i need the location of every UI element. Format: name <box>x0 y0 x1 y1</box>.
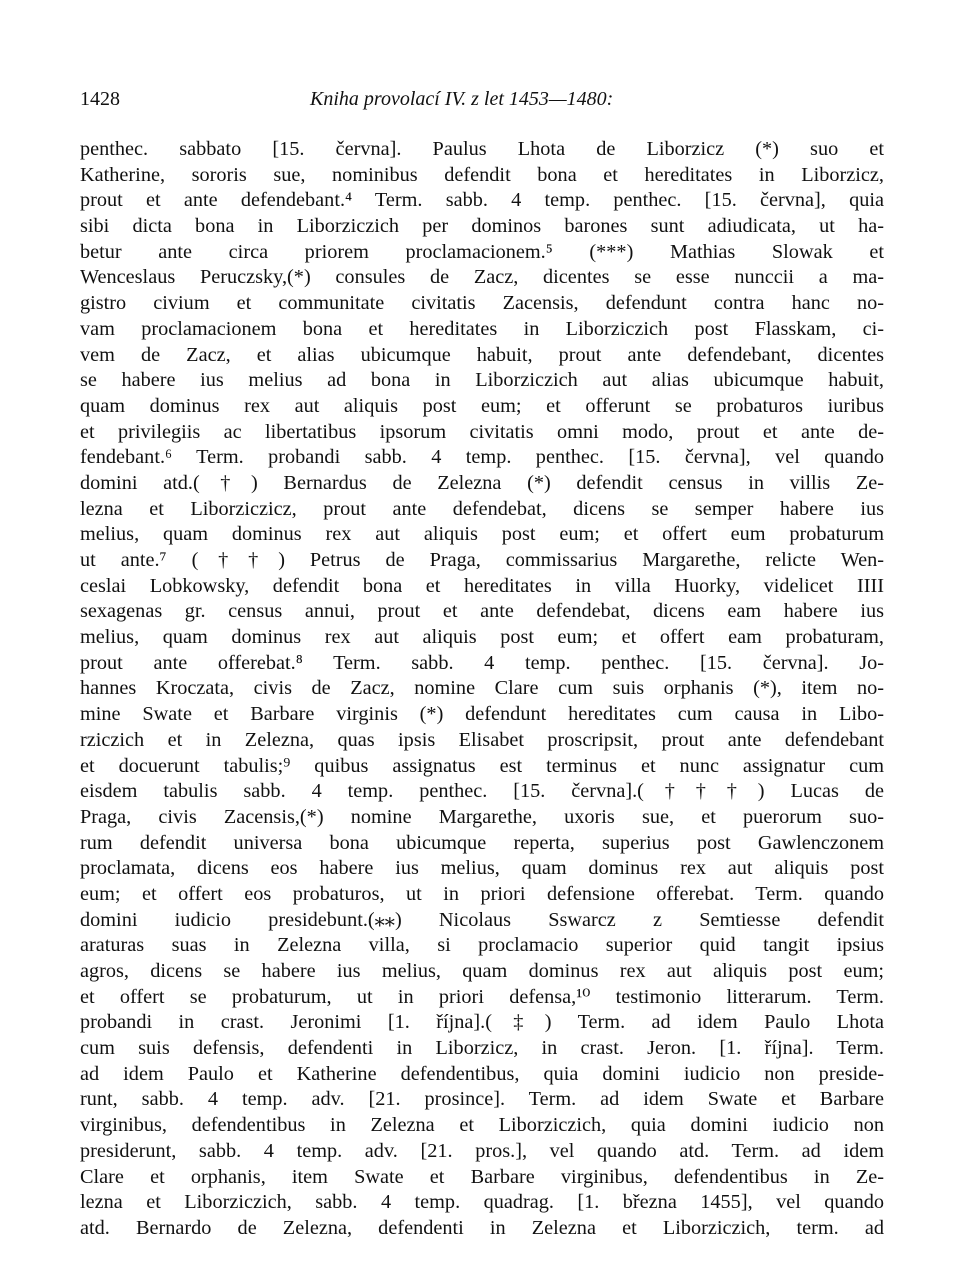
text-line: quam dominus rex aut aliquis post eum; et offerunt se probaturos iuribus <box>80 394 884 417</box>
text-line: runt, sabb. 4 temp. adv. [21. prosince]. Term. ad idem Swate et Barbare <box>80 1088 884 1111</box>
text-line: Wenceslaus Peruczsky,(*) consules de Zacz, dicentes se esse nunccii a ma- <box>80 266 884 289</box>
body-text <box>80 137 884 1242</box>
text-line: probandi in crast. Jeronimi [1. října].(‡) Term. ad idem Paulo Lhota <box>80 1011 884 1034</box>
text-line: hannes Kroczata, civis de Zacz, nomine Clare cum suis orphanis (*), item no- <box>80 677 884 700</box>
text-line: et docuerunt tabulis;⁹ quibus assignatus est terminus et nunc assignatur cum <box>80 754 884 777</box>
text-line: Praga, civis Zacensis,(*) nomine Margarethe, uxoris sue, et puerorum suo- <box>80 805 884 828</box>
text-line: eisdem tabulis sabb. 4 temp. penthec. [15. června].(†††) Lucas de <box>80 780 884 803</box>
text-line: Clare et orphanis, item Swate et Barbare virginibus, defendentibus in Ze- <box>80 1165 884 1188</box>
running-title: Kniha provolací IV. z let 1453—1480: <box>310 88 614 110</box>
text-line: araturas suas in Zelezna villa, si proclamacio superior quid tangit ipsius <box>80 934 884 957</box>
text-line: melius, quam dominus rex aut aliquis post eum; et offert eum probaturum <box>80 523 884 546</box>
text-line: ad idem Paulo et Katherine defendentibus, quia domini iudicio non preside- <box>80 1062 884 1085</box>
text-line: rum defendit universa bona ubicumque reperta, superius post Gawlenczonem <box>80 831 884 854</box>
text-line: melius, quam dominus rex aut aliquis post eum; et offert eam probaturam, <box>80 626 884 649</box>
text-line: presiderunt, sabb. 4 temp. adv. [21. pros.], vel quando atd. Term. ad idem <box>80 1139 884 1162</box>
text-line: sexagenas gr. census annui, prout et ante defendebat, dicens eam habere ius <box>80 600 884 623</box>
text-line: Katherine, sororis sue, nominibus defendit bona et hereditates in Liborzicz, <box>80 163 884 186</box>
text-line: vem de Zacz, et alias ubicumque habuit, prout ante defendebant, dicentes <box>80 343 884 366</box>
text-line: atd. Bernardo de Zelezna, defendenti in Zelezna et Liborziczich, term. ad <box>80 1216 884 1239</box>
text-line: lezna et Liborziczicz, prout ante defendebat, dicens se semper habere ius <box>80 497 884 520</box>
text-line: prout ante offerebat.⁸ Term. sabb. 4 temp. penthec. [15. června]. Jo- <box>80 651 884 674</box>
text-line: se habere ius melius ad bona in Liborziczich aut alias ubicumque habuit, <box>80 369 884 392</box>
text-line: agros, dicens se habere ius melius, quam dominus rex aut aliquis post eum; <box>80 960 884 982</box>
text-line: lezna et Liborziczich, sabb. 4 temp. quadrag. [1. března 1455], vel quando <box>80 1191 884 1214</box>
text-line: ut ante.⁷ (††) Petrus de Praga, commissarius Margarethe, relicte Wen- <box>80 549 884 571</box>
text-line: et offert se probaturum, ut in priori defensa,¹⁰ testimonio litterarum. Term. <box>80 985 884 1008</box>
text-line: domini atd.(†) Bernardus de Zelezna (*) defendit census in villis Ze- <box>80 471 884 494</box>
text-line: virginibus, defendentibus in Zelezna et Liborziczich, quia domini iudicio non <box>80 1114 884 1137</box>
text-line: vam proclamacionem bona et hereditates in Liborziczich post Flasskam, ci- <box>80 317 884 340</box>
text-line: prout et ante defendebant.⁴ Term. sabb. 4 temp. penthec. [15. června], quia <box>80 189 884 212</box>
text-line: proclamata, dicens eos habere ius melius, quam dominus rex aut aliquis post <box>80 857 884 880</box>
text-line: domini iudicio presidebunt.(⁎⁎) Nicolaus Sswarcz z Semtiesse defendit <box>80 908 884 931</box>
text-line: ceslai Lobkowsky, defendit bona et hereditates in villa Huorky, videlicet IIII <box>80 574 884 597</box>
text-line: cum suis defensis, defendenti in Liborzicz, in crast. Jeron. [1. října]. Term. <box>80 1037 884 1060</box>
text-line: betur ante circa priorem proclamacionem.⁵ (***) Mathias Slowak et <box>80 240 884 263</box>
text-line: sibi dicta bona in Liborziczich per dominos barones sunt adiudicata, ut ha- <box>80 215 884 238</box>
text-line: rziczich et in Zelezna, quas ipsis Elisabet proscripsit, prout ante defendebant <box>80 728 884 751</box>
text-line: et privilegiis ac libertatibus ipsorum civitatis omni modo, prout et ante de- <box>80 420 884 443</box>
page-number: 1428 <box>80 88 120 110</box>
text-line: penthec. sabbato [15. června]. Paulus Lhota de Liborzicz (*) suo et <box>80 138 884 160</box>
text-line: mine Swate et Barbare virginis (*) defendunt hereditates cum causa in Libo- <box>80 703 884 726</box>
text-line: eum; et offert eos probaturos, ut in priori defensione offerebat. Term. quando <box>80 882 884 905</box>
text-line: gistro civium et communitate civitatis Zacensis, defendunt contra hanc no- <box>80 292 884 315</box>
text-line: fendebant.⁶ Term. probandi sabb. 4 temp. penthec. [15. června], vel quando <box>80 446 884 469</box>
